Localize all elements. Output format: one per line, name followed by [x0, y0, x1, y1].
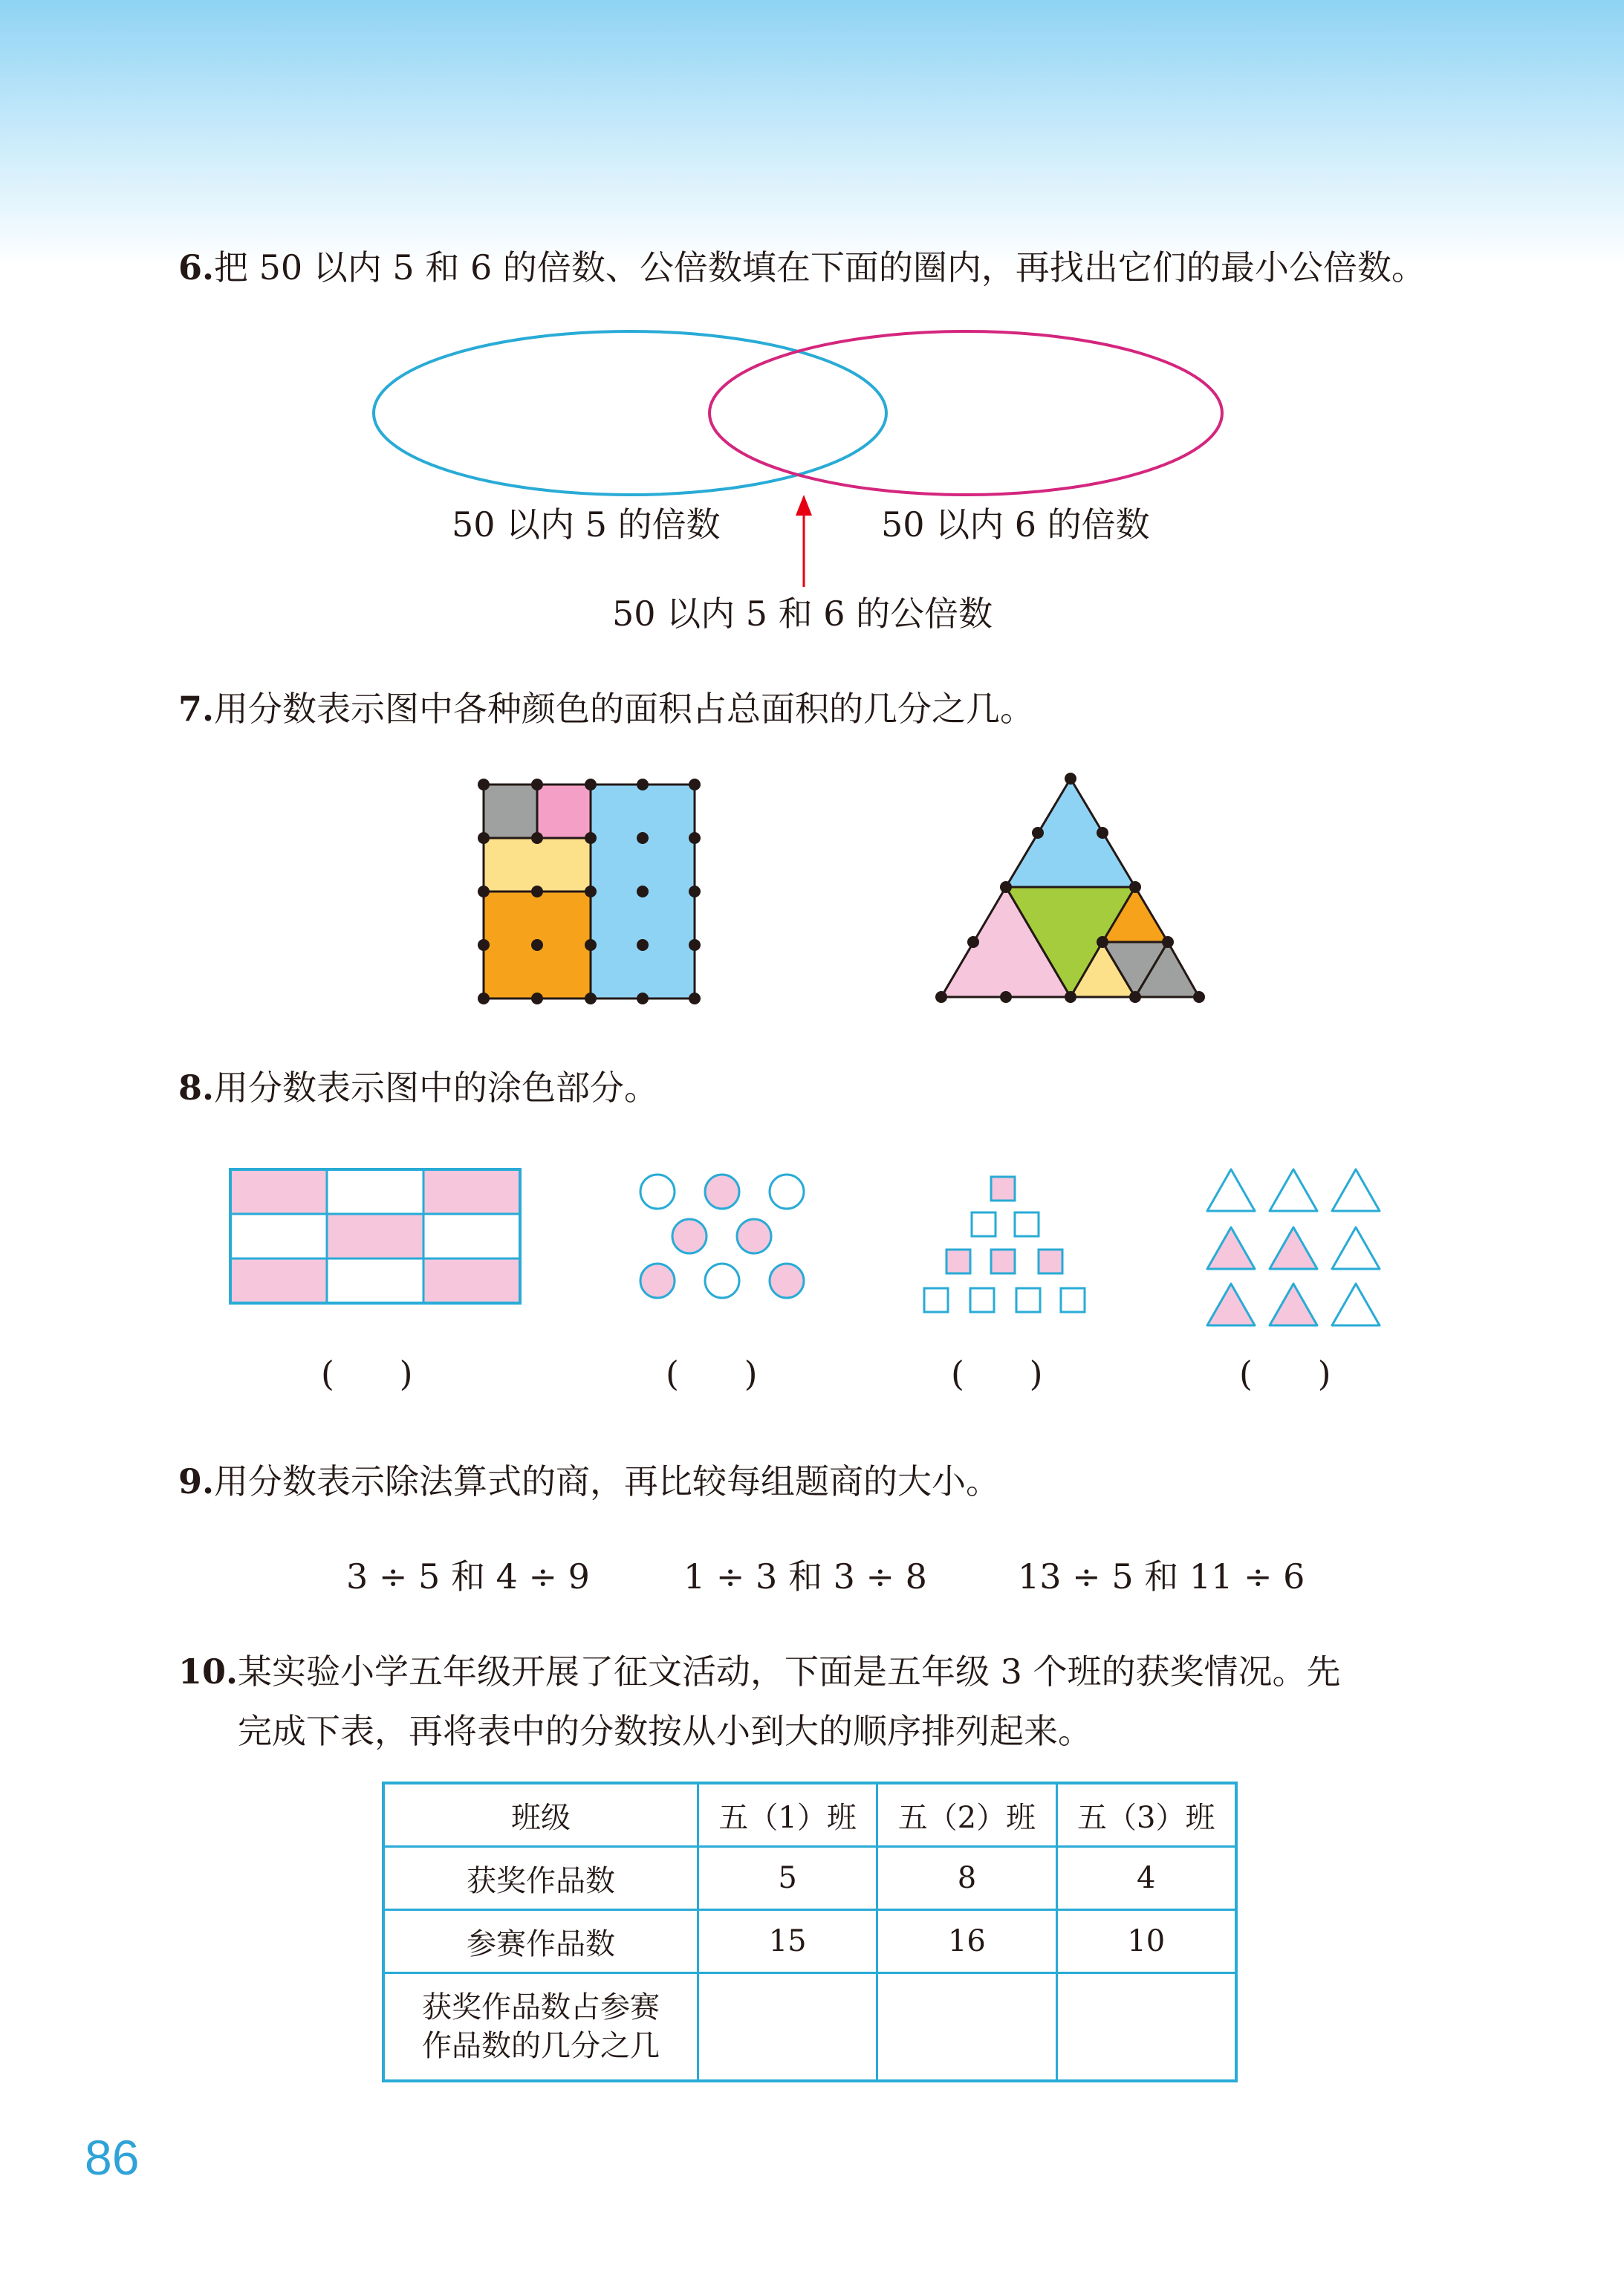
question-8	[178, 1065, 658, 1110]
award-table	[382, 1782, 1238, 2082]
question-9-text: 用分数表示除法算式的商，再比较每组题商的大小。	[214, 1461, 1001, 1501]
answer-blank-1[interactable]: ( )	[321, 1354, 413, 1394]
question-7-text: 用分数表示图中各种颜色的面积占总面积的几分之几。	[214, 689, 1035, 729]
q8-triangles	[1207, 1169, 1380, 1325]
answer-cell[interactable]	[698, 1973, 877, 2082]
q7-triangle-figure	[935, 773, 1205, 1003]
q8-circles	[640, 1175, 804, 1298]
answer-cell[interactable]	[877, 1973, 1056, 2082]
table-row	[383, 1910, 1236, 1973]
common-multiples-arrow-head	[796, 495, 812, 516]
table-header-cell: 五（2）班	[877, 1783, 1056, 1847]
row-label-line2: 作品数的几分之几	[422, 2029, 660, 2063]
question-6-text: 把 50 以内 5 和 6 的倍数、公倍数填在下面的圈内，再找出它们的最小公倍数。	[214, 247, 1426, 288]
row-label: 参赛作品数	[383, 1910, 698, 1973]
q8-rectangle-grid	[230, 1169, 520, 1303]
question-10	[178, 1649, 1341, 1694]
answer-cell[interactable]	[1056, 1973, 1236, 2082]
grid-pink-square	[537, 785, 591, 838]
grid-gray-square	[484, 785, 537, 838]
table-row	[383, 1847, 1236, 1910]
question-9	[178, 1459, 1000, 1504]
venn-ellipse-multiples-of-6	[709, 331, 1222, 495]
venn-label-left: 50 以内 5 的倍数	[452, 504, 721, 545]
table-cell: 16	[877, 1910, 1056, 1973]
question-10-text-line1: 某实验小学五年级开展了征文活动，下面是五年级 3 个班的获奖情况。先	[238, 1652, 1341, 1692]
table-row	[383, 1973, 1236, 2082]
question-7	[178, 686, 1034, 731]
question-8-number: 8.	[178, 1068, 215, 1108]
q8-squares	[924, 1177, 1085, 1312]
row-label	[383, 1973, 698, 2082]
venn-label-right: 50 以内 6 的倍数	[881, 504, 1150, 545]
table-header-row	[383, 1783, 1236, 1847]
expression-3: 13 ÷ 5 和 11 ÷ 6	[1018, 1556, 1305, 1597]
question-10-line2	[238, 1709, 1092, 1753]
answer-blank-4[interactable]: ( )	[1239, 1354, 1331, 1394]
table-cell: 4	[1056, 1847, 1236, 1910]
question-10-text-line2: 完成下表，再将表中的分数按从小到大的顺序排列起来。	[238, 1711, 1092, 1751]
question-7-number: 7.	[178, 689, 215, 729]
table-header-cell: 五（3）班	[1056, 1783, 1236, 1847]
question-6-number: 6.	[178, 247, 215, 288]
venn-label-common: 50 以内 5 和 6 的公倍数	[612, 594, 993, 634]
venn-ellipse-multiples-of-5	[374, 331, 886, 495]
table-header-cell: 班级	[383, 1783, 698, 1847]
q7-grid-figure	[478, 779, 701, 1004]
table-cell: 10	[1056, 1910, 1236, 1973]
answer-blank-3[interactable]: ( )	[951, 1354, 1043, 1394]
triangle-blue-part	[1006, 779, 1135, 887]
table-cell: 5	[698, 1847, 877, 1910]
question-9-number: 9.	[178, 1461, 215, 1501]
page-number: 86	[85, 2130, 140, 2185]
question-8-text: 用分数表示图中的涂色部分。	[214, 1068, 659, 1108]
table-header-cell: 五（1）班	[698, 1783, 877, 1847]
row-label-line1: 获奖作品数占参赛	[422, 1990, 660, 2024]
expression-1: 3 ÷ 5 和 4 ÷ 9	[346, 1556, 590, 1597]
table-cell: 8	[877, 1847, 1056, 1910]
grid-yellow-rect	[484, 838, 591, 892]
table-cell: 15	[698, 1910, 877, 1973]
expression-2: 1 ÷ 3 和 3 ÷ 8	[683, 1556, 927, 1597]
answer-blank-2[interactable]: ( )	[666, 1354, 758, 1394]
question-10-number: 10.	[178, 1652, 238, 1692]
row-label: 获奖作品数	[383, 1847, 698, 1910]
